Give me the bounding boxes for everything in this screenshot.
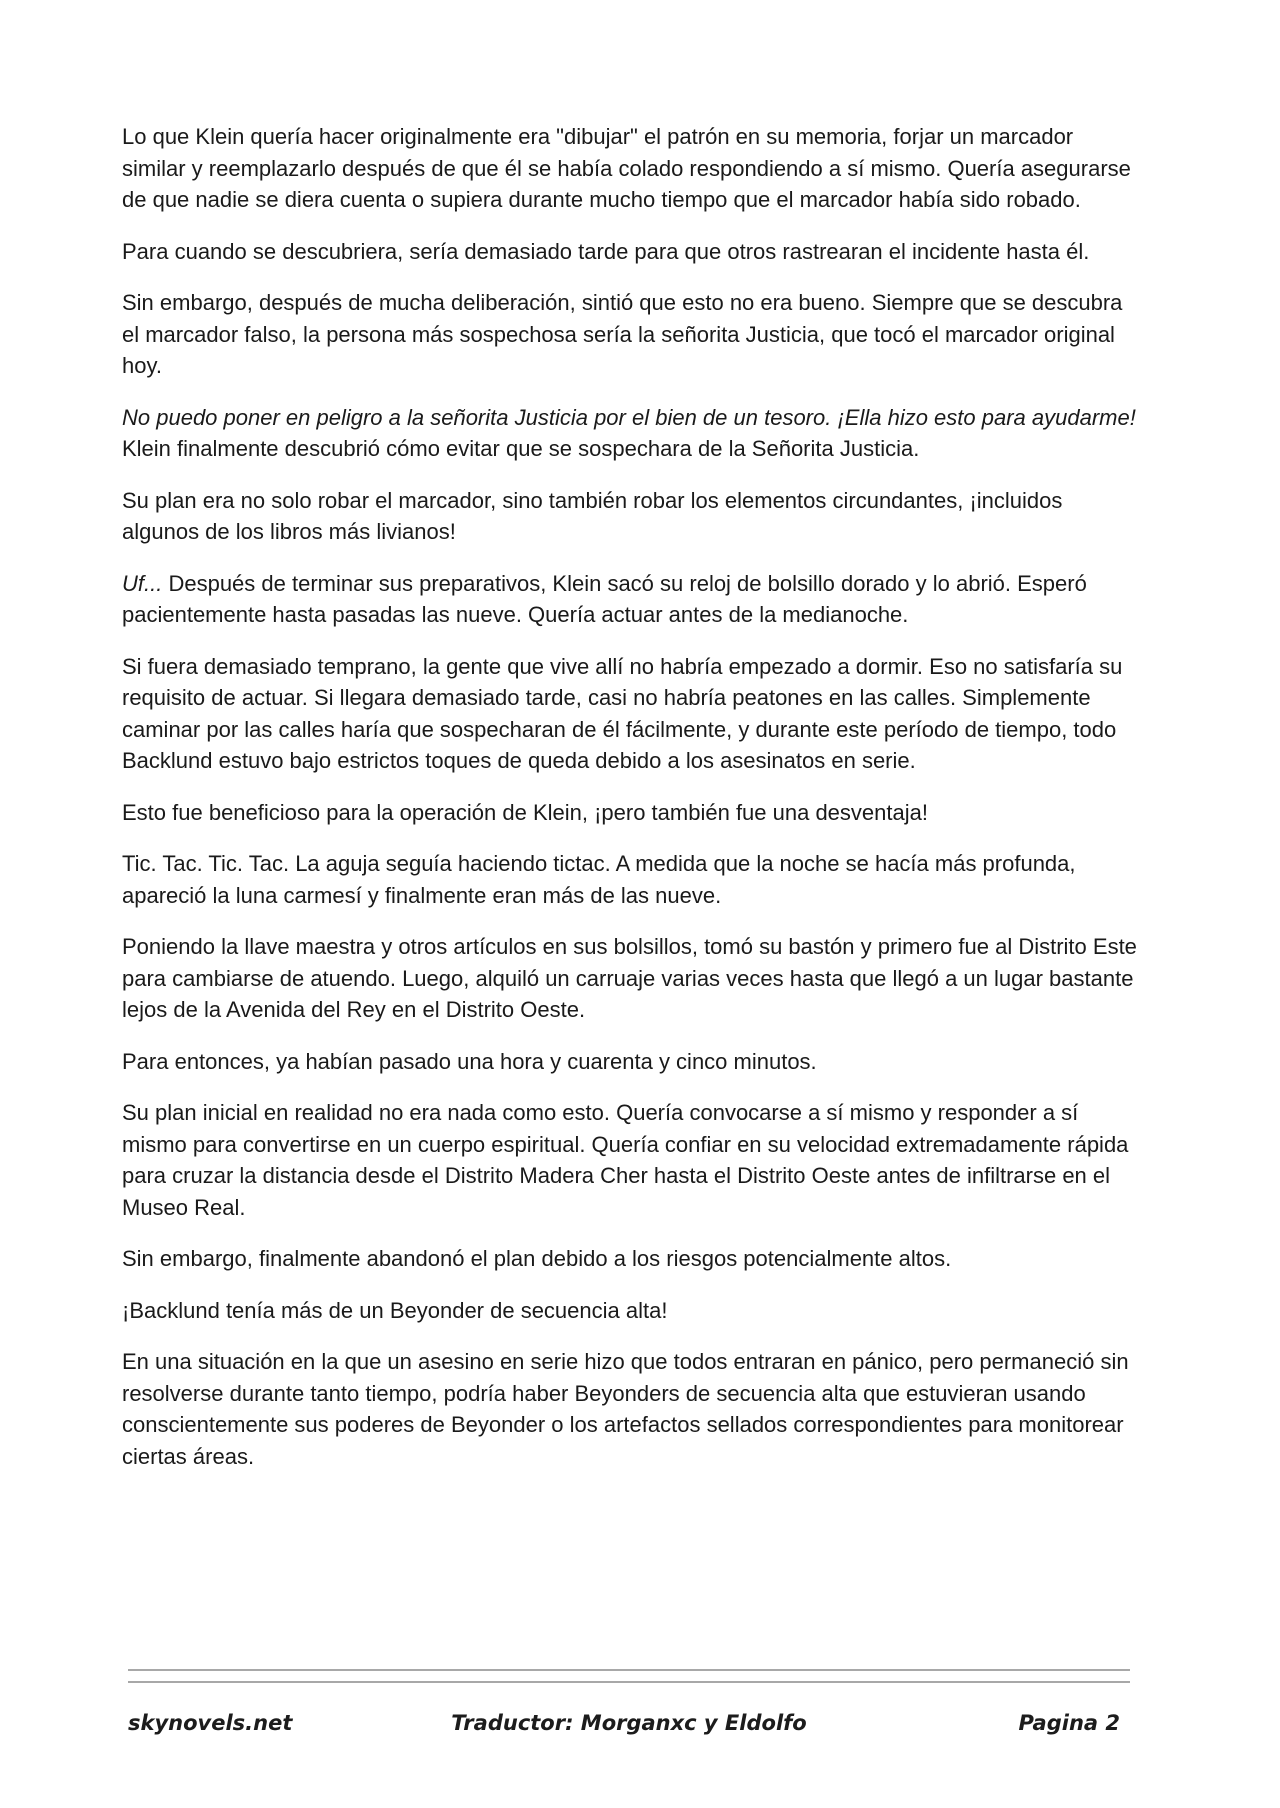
footer-site: skynovels.net	[128, 1711, 293, 1735]
footer-rule-top	[128, 1669, 1130, 1671]
paragraph	[122, 121, 1142, 216]
paragraph	[122, 287, 1142, 382]
paragraph	[122, 1346, 1142, 1472]
text-run: Su plan inicial en realidad no era nada como esto. Quería convocarse a sí mismo y responder a sí mismo para convertirse en un cuerpo espiritual. Quería confiar en su velocidad extremadamente rápida para cruzar la distancia desde el Distrito Madera Cher hasta el Distrito Oeste antes de infiltrarse en el Museo Real.	[122, 1100, 1129, 1220]
text-run: Tic. Tac. Tic. Tac. La aguja seguía haciendo tictac. A medida que la noche se hacía más profunda, apareció la luna carmesí y finalmente eran más de las nueve.	[122, 851, 1076, 908]
text-run: Para cuando se descubriera, sería demasiado tarde para que otros rastrearan el incidente hasta él.	[122, 238, 1090, 264]
text-run: Después de terminar sus preparativos, Klein sacó su reloj de bolsillo dorado y lo abrió. Esperó pacientemente hasta pasadas las nueve. Quería actuar antes de la medianoche.	[122, 570, 1087, 627]
text-run: ¡Backlund tenía más de un Beyonder de secuencia alta!	[122, 1297, 668, 1323]
paragraph	[122, 402, 1142, 465]
paragraph	[122, 236, 1142, 268]
text-run: Lo que Klein quería hacer originalmente era "dibujar" el patrón en su memoria, forjar un marcador similar y reemplazarlo después de que él se había colado respondiendo a sí mismo. Quería asegurarse de que nadie se diera cuenta o supiera durante mucho tiempo que el marcador había sido robado.	[122, 124, 1131, 212]
text-run: Sin embargo, después de mucha deliberación, sintió que esto no era bueno. Siempre que se descubra el marcador falso, la persona más sospechosa sería la señorita Justicia, que tocó el marcador original hoy.	[122, 290, 1123, 378]
paragraph	[122, 931, 1142, 1026]
text-run: Su plan era no solo robar el marcador, sino también robar los elementos circundantes, ¡incluidos algunos de los libros más livianos!	[122, 487, 1063, 544]
italic-text-run: No puedo poner en peligro a la señorita Justicia por el bien de un tesoro. ¡Ella hizo esto para ayudarme!	[122, 404, 1136, 430]
footer-page-number: Pagina 2	[1018, 1711, 1120, 1735]
page-footer	[128, 1711, 1130, 1747]
paragraph	[122, 1243, 1142, 1275]
paragraph	[122, 651, 1142, 777]
footer-translator: Traductor: Morganxc y Eldolfo	[451, 1711, 807, 1735]
paragraph	[122, 1097, 1142, 1223]
paragraph	[122, 485, 1142, 548]
paragraph	[122, 848, 1142, 911]
text-run: Si fuera demasiado temprano, la gente que vive allí no habría empezado a dormir. Eso no satisfaría su requisito de actuar. Si llegara demasiado tarde, casi no habría peatones en las calles. Simplemente caminar por las calles haría que sospecharan de él fácilmente, y durante este período de tiempo, todo Backlund estuvo bajo estrictos toques de queda debido a los asesinatos en serie.	[122, 653, 1123, 773]
footer-rule-bottom	[128, 1681, 1130, 1683]
paragraph	[122, 797, 1142, 829]
text-run: En una situación en la que un asesino en serie hizo que todos entraran en pánico, pero permaneció sin resolverse durante tanto tiempo, podría haber Beyonders de secuencia alta que estuvieran usando conscientemente sus poderes de Beyonder o los artefactos sellados correspondientes para monitorear ciertas áreas.	[122, 1349, 1129, 1469]
text-run: Esto fue beneficioso para la operación de Klein, ¡pero también fue una desventaja!	[122, 799, 928, 825]
text-run: Poniendo la llave maestra y otros artículos en sus bolsillos, tomó su bastón y primero fue al Distrito Este para cambiarse de atuendo. Luego, alquiló un carruaje varias veces hasta que llegó a un lugar bastante lejos de la Avenida del Rey en el Distrito Oeste.	[122, 934, 1137, 1022]
document-body	[122, 121, 1142, 1492]
paragraph	[122, 568, 1142, 631]
text-run: Klein finalmente descubrió cómo evitar que se sospechara de la Señorita Justicia.	[122, 436, 920, 461]
text-run: Sin embargo, finalmente abandonó el plan debido a los riesgos potencialmente altos.	[122, 1246, 952, 1271]
paragraph	[122, 1046, 1142, 1078]
paragraph	[122, 1295, 1142, 1327]
italic-text-run: Uf...	[122, 570, 163, 596]
text-run: Para entonces, ya habían pasado una hora y cuarenta y cinco minutos.	[122, 1048, 817, 1074]
